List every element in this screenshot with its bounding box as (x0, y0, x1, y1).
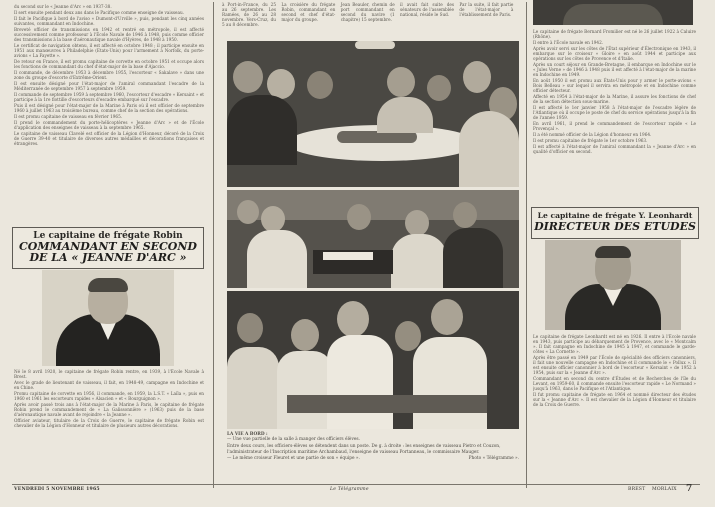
robin-title-big-2: DE LA « JEANNE D'ARC » (29, 251, 187, 264)
head (233, 61, 263, 93)
right-paragraph: Après avoir servi sur les côtes de l'État supérieur d'Électronique en 1943, il embarque sur le croiseur « Gloire » en août 1944 et participe aux opérations sur les côtes de Provence et d'Italie. (533, 46, 696, 61)
shoulders-right (459, 111, 519, 187)
right-paragraph: Il a été nommé officier de la Légion d'honneur en 1964. (533, 132, 652, 137)
head (431, 299, 463, 335)
center-top-line: Par la suite, il fait partie de l'état-major à l'établissement de Paris. (459, 2, 514, 17)
head (427, 75, 451, 101)
center-top-line: il avait fait suite des sénateurs de l'assemblée national, réside le Sud. (400, 2, 455, 17)
right-top-photo (533, 0, 693, 25)
head (347, 204, 371, 230)
footer-edition-2: MORLAIX (652, 487, 677, 492)
white-shirt (327, 335, 393, 429)
left-top-line: Il fait le Pacifique à bord de l'aviso « Dumont-d'Urville », puis, pendant les cinq années suivantes, commandant en Indochine. (14, 16, 204, 26)
leonhardt-paragraph: Il fut promu capitaine de frégate en 1964 et nommé directeur des études sur la « Jeanne d'Arc ». Il est chevalier de la Légion d'Honneur et titulaire de la Croix de Guerre. (533, 392, 696, 407)
robin-paragraph: Promu capitaine de corvette en 1956, il commande, en 1959, la L.S.T. « Laïla », puis en 1960 et 1961 les escorteurs rapides « Alsacien » et « Bourguignon ». (14, 391, 204, 401)
leonhardt-headline-box (531, 207, 699, 239)
head (307, 71, 333, 99)
dining-room-photo (227, 41, 519, 187)
right-paragraph: Après un court séjour en Grande-Bretagne, il embarque en Indochine sur le « Jules Verne » de 1946 à 1948 puis il est affecté à l'état-major de la marine en Indochine en 1949. (533, 62, 696, 77)
right-paragraph: En août 1950 il est promu aux États-Unis pour y armer le porte-avions « Bois Belleau » sur lequel il servira en métropole et en Indochine comme officier détecteur. (533, 78, 696, 93)
left-top-line: Il sert ensuite pendant deux ans dans le Pacifique comme enseigne de vaisseau. (14, 10, 185, 15)
head (237, 200, 259, 224)
right-top-article (533, 29, 696, 203)
robin-paragraph: Né le 8 avril 1920, le capitaine de frégate Robin rentre, en 1939, à l'École Navale à Brest. (14, 369, 204, 379)
right-paragraph: Il est promu capitaine de frégate le 1er octobre 1963. (533, 138, 648, 143)
robin-paragraph: Après avoir passé trois ans à l'état-major de la Marine à Paris, le capitaine de frégate Robin prend le commandement de « La Galissonnière » (1963) puis de la base d'aéronautique navale avant de rejoindre « la Jeanne ». (14, 402, 204, 417)
caption-line-3: — Le même croiseur Fleuret et une partie de son « équipe ». (227, 455, 360, 461)
center-top-line: à Port-in-France, du 25 au 26 septembre. Les Ramées, de 26 au 28 novembre. Vers-Cruz, du 5 au 8 décembre. (222, 2, 276, 27)
dark-uniform (443, 228, 503, 288)
white-uniform (247, 230, 307, 288)
right-paragraph: Affecté en 1954 à l'état-major de la Marine, il assure les fonctions de chef de la section détection sous-marine. (533, 94, 696, 104)
leonhardt-title-big: DIRECTEUR DES ETUDES (534, 220, 696, 233)
caption-line-2: Entre deux cours, les officiers-élèves se détendent dans un poste. De g. à droite : les enseignes de vaisseau Pietro et Couzon, l'administrateur de l'Inscription maritime Archambaud, l'enseigne de vaisseau Portanneau, le commissaire Mauger. (227, 444, 501, 455)
left-body-paragraph: Il est promu capitaine de vaisseau en février 1965. (14, 114, 123, 119)
ceiling-lamp (355, 41, 395, 49)
robin-headline-box (12, 227, 204, 269)
left-body-paragraph: Breveté officier de transmissions en 1942 et rentré en métropole, il est affecté successivement comme professeur à l'École Navale de 1946 à 1948, puis comme officier des transmissions à la base d'aéronautique navale d'Hyères, de 1948 à 1950. (14, 27, 204, 42)
photo-credit: Photo « Télégramme ». (468, 455, 519, 461)
caption-title: LA VIE A BORD : (227, 432, 268, 437)
right-paragraph: En avril 1961, il prend le commandement de l'escorteur rapide « Le Provençal ». (533, 121, 696, 131)
leonhardt-article (533, 334, 696, 480)
center-top-line: Jean Beauler, chemin de port commandant en second du navire (1 chapitre) 15 septembre. (340, 2, 395, 22)
leonhardt-paragraph: Après être passé en 1949 par l'École de spécialité des officiers canonniers, il fait une nouvelle campagne en Indochine et il commande le « Pollux ». Il est ensuite officier canonnier à bord de l'escorteur « Kersaint » de 1952 à 1954, puis sur la « Jeanne d'Arc ». (533, 355, 696, 375)
head (261, 206, 285, 232)
footer-page-number: 7 (686, 484, 693, 494)
shoulder (563, 4, 663, 25)
head (395, 321, 421, 351)
caption-line-1: — Une vue partielle de la salle à manger des officiers élèves. (227, 437, 360, 443)
head (237, 313, 263, 343)
white-shirt (227, 347, 279, 429)
robin-portrait-photo (42, 270, 174, 366)
white-shirt (413, 337, 487, 429)
left-body-paragraph: Puis il est désigné pour l'état-major de la Marine à Paris où il est officier de septembre 1960 à juillet 1963 au troisième bureau, comme chef de la section des opérations. (14, 103, 204, 113)
footer-date: VENDREDI 5 NOVEMBRE 1965 (14, 487, 100, 492)
footer-newspaper-name: Le Télégramme (330, 487, 369, 492)
center-caption (227, 432, 519, 480)
papers (323, 252, 373, 260)
left-body-paragraph: Le certificat de navigation obtenu, il est affecté en octobre 1948 ; il participe ensuite en 1951 aux manœuvres à Philadelphie (Etats-Unis) pour l'armement à Norfolk, du porte-avions « La Fayette ». (14, 43, 204, 58)
left-body-paragraph: Le capitaine de vaisseau Clavelé est officier de la Légion d'Honneur, décoré de la Croix de Guerre 39-40 et titulaire de diverses autres médailles et décorations françaises et étrangères. (14, 131, 204, 146)
leonhardt-portrait-photo (545, 240, 681, 330)
head (405, 210, 429, 236)
white-uniform (391, 234, 447, 288)
robin-paragraph: Avec le grade de lieutenant de vaisseau, il fait, en 1948-49, campagne en Indochine et en Chine. (14, 380, 204, 390)
center-top-article (222, 2, 522, 36)
left-body-paragraph: Il prend le commandement du porte-hélicoptères « Jeanne d'Arc » et de l'École d'application des enseignes de vaisseau à la septembre 1965. (14, 120, 204, 130)
shoulders-left (227, 95, 297, 165)
left-body-paragraph: De retour en France, il est promu capitaine de corvette en octobre 1951 et occupe alors les fonctions de commandant du chef d'état-major de la base d'Ajaccio. (14, 59, 204, 69)
leonhardt-hair (595, 246, 631, 258)
head (337, 301, 369, 337)
white-shirt (277, 351, 333, 429)
center-top-line: La croisière du frégate Robin, commandant en second et chef d'état-major du groupe. (281, 2, 336, 22)
robin-article (14, 369, 204, 481)
crew-table (287, 395, 487, 413)
head (453, 202, 477, 228)
officers-lounge-photo (227, 190, 519, 288)
leonhardt-title-small: Le capitaine de frégate Y. Leonhardt (537, 211, 693, 220)
head (387, 67, 415, 97)
robin-paragraph: Officier aviateur, titulaire de la Croix de Guerre, le capitaine de frégate Robin est chevalier de la Légion d'Honneur et titulaire de plusieurs autres décorations. (14, 418, 204, 428)
right-paragraph: Il entre à l'École navale en 1942. (533, 40, 604, 45)
leonhardt-paragraph: Commandant en second du centre d'Études et de Recherches de l'île du Levant, en 1959-60, il commande ensuite l'escorteur rapide « Le Normand » jusqu'à 1963, dans le Pacifique et l'Atlantique. (533, 376, 696, 391)
shoulders-mid (377, 97, 433, 133)
left-body-paragraph: Il commande, de décembre 1953 à décembre 1955, l'escorteur « Sakalave » dans une zone du groupe d'escorte d'Extrême-Orient. (14, 70, 204, 80)
left-top-line: du second sur le « Jeanne d'Arc » en 1937-38. (14, 4, 112, 9)
left-body-paragraph: Il commande de septembre 1959 à septembre 1960, l'escorteur d'escadre « Kersaint » et participe à la 1re flottille d'escorteurs d'escadre embarqué sur l'escadre. (14, 92, 204, 102)
robin-title-small: Le capitaine de frégate Robin (33, 231, 183, 241)
robin-title-big-1: COMMANDANT EN SECOND (19, 240, 197, 253)
head (463, 61, 491, 93)
left-body-paragraph: Il est ensuite désigné pour l'état-major de l'amiral commandant l'escadre de la Méditerranée de septembre 1957 à septembre 1959. (14, 81, 204, 91)
column-rule-left (213, 2, 214, 488)
leonhardt-paragraph: Le capitaine de frégate Leonhardt est né en 1926. Il entre à l'École navale en 1943, puis participe au débarquement de Provence, avec le « Montcalm ». Il fait campagne en Indochine de 1945 à 1947, et commande le garde-côtes « La Cornette ». (533, 334, 696, 354)
head (291, 319, 319, 351)
column-rule-right (526, 2, 527, 488)
footer-rule (12, 484, 700, 485)
footer-edition-1: BREST (628, 487, 646, 492)
left-top-article (14, 4, 204, 222)
right-paragraph: Il est affecté à l'état-major de l'amiral commandant la « Jeanne d'Arc » en qualité d'officier en second. (533, 144, 696, 154)
robin-hair (88, 278, 128, 292)
crew-photo (227, 291, 519, 429)
right-paragraph: Il est affecté le 1er janvier 1958 à l'état-major de l'escadre légère de l'Atlantique où il occupe le poste de chef du service opérations jusqu'à la fin de l'année 1959. (533, 105, 696, 120)
right-paragraph: Le capitaine de frégate Bernard Fromilier est né le 26 juillet 1922 à Caluire (Rhône). (533, 29, 696, 39)
